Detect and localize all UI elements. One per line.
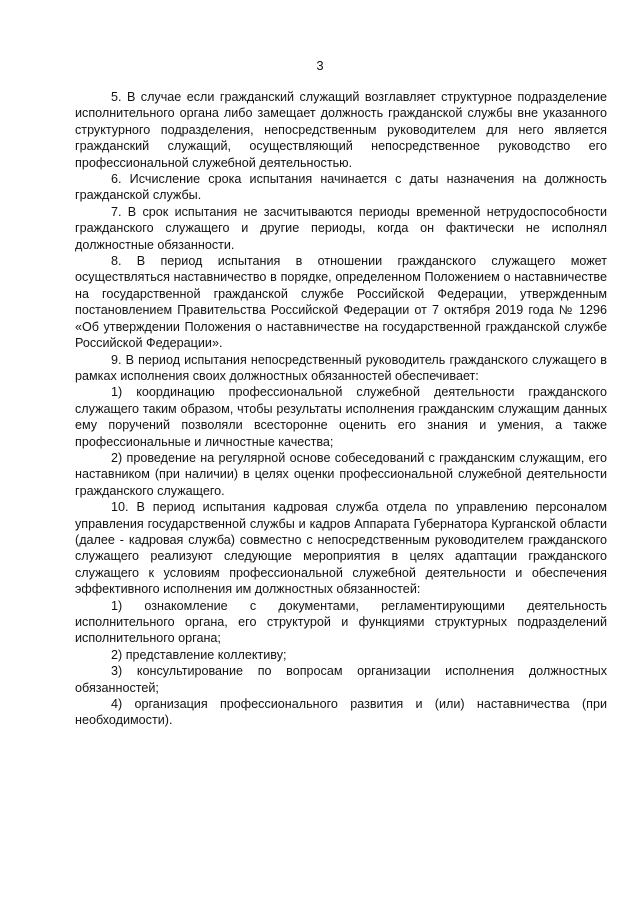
paragraph-10: 10. В период испытания кадровая служба отдела по управлению персоналом управления государственной службы и кадров Аппарата Губернатора Курганской области (далее - кадровая служба) совместно с непосредственным руководителем гражданского служащего реализуют следующие мероприятия в целях адаптации гражданского служащего к условиям профессиональной служебной деятельности и обеспечения эффективного исполнения им должностных обязанностей: — [75, 500, 607, 597]
paragraph-10-item-1: 1) ознакомление с документами, регламентирующими деятельность исполнительного органа, его структурой и функциями структурных подразделений исполнительного органа; — [75, 598, 607, 646]
paragraph-8: 8. В период испытания в отношении гражданского служащего может осуществляться наставничество в порядке, определенном Положением о наставничестве на государственной гражданской службе Российской Федерации, утвержденным постановлением Правительства Российской Федерации от 7 октября 2019 года № 1296 «Об утверждении Положения о наставничестве на государственной гражданской службе Российской Федерации». — [75, 254, 607, 351]
paragraph-6: 6. Исчисление срока испытания начинается с даты назначения на должность гражданской службы. — [75, 172, 607, 203]
paragraph-9-item-1: 1) координацию профессиональной служебной деятельности гражданского служащего таким образом, чтобы результаты исполнения гражданским служащим данных ему поручений позволяли всесторонне оценить его знания и умения, а также профессиональные и личностные качества; — [75, 385, 607, 449]
paragraph-10-item-3: 3) консультирование по вопросам организации исполнения должностных обязанностей; — [75, 664, 607, 695]
paragraph-10-item-4: 4) организация профессионального развития и (или) наставничества (при необходимости). — [75, 697, 607, 728]
page-number: 3 — [316, 58, 324, 73]
paragraph-7: 7. В срок испытания не засчитываются периоды временной нетрудоспособности гражданского служащего и другие периоды, когда он фактически не исполнял должностные обязанности. — [75, 204, 607, 252]
document-body — [75, 89, 607, 729]
paragraph-9: 9. В период испытания непосредственный руководитель гражданского служащего в рамках исполнения своих должностных обязанностей обеспечивает: — [75, 352, 607, 383]
paragraph-9-item-2: 2) проведение на регулярной основе собеседований с гражданским служащим, его наставником (при наличии) в целях оценки профессиональной служебной деятельности гражданского служащего. — [75, 450, 607, 498]
paragraph-10-item-2: 2) представление коллективу; — [111, 647, 287, 662]
paragraph-5: 5. В случае если гражданский служащий возглавляет структурное подразделение исполнительного органа либо замещает должность гражданской службы вне указанного структурного подразделения, непосредственным руководителем для него является гражданский служащий, осуществляющий непосредственное руководство его профессиональной служебной деятельностью. — [75, 90, 607, 170]
